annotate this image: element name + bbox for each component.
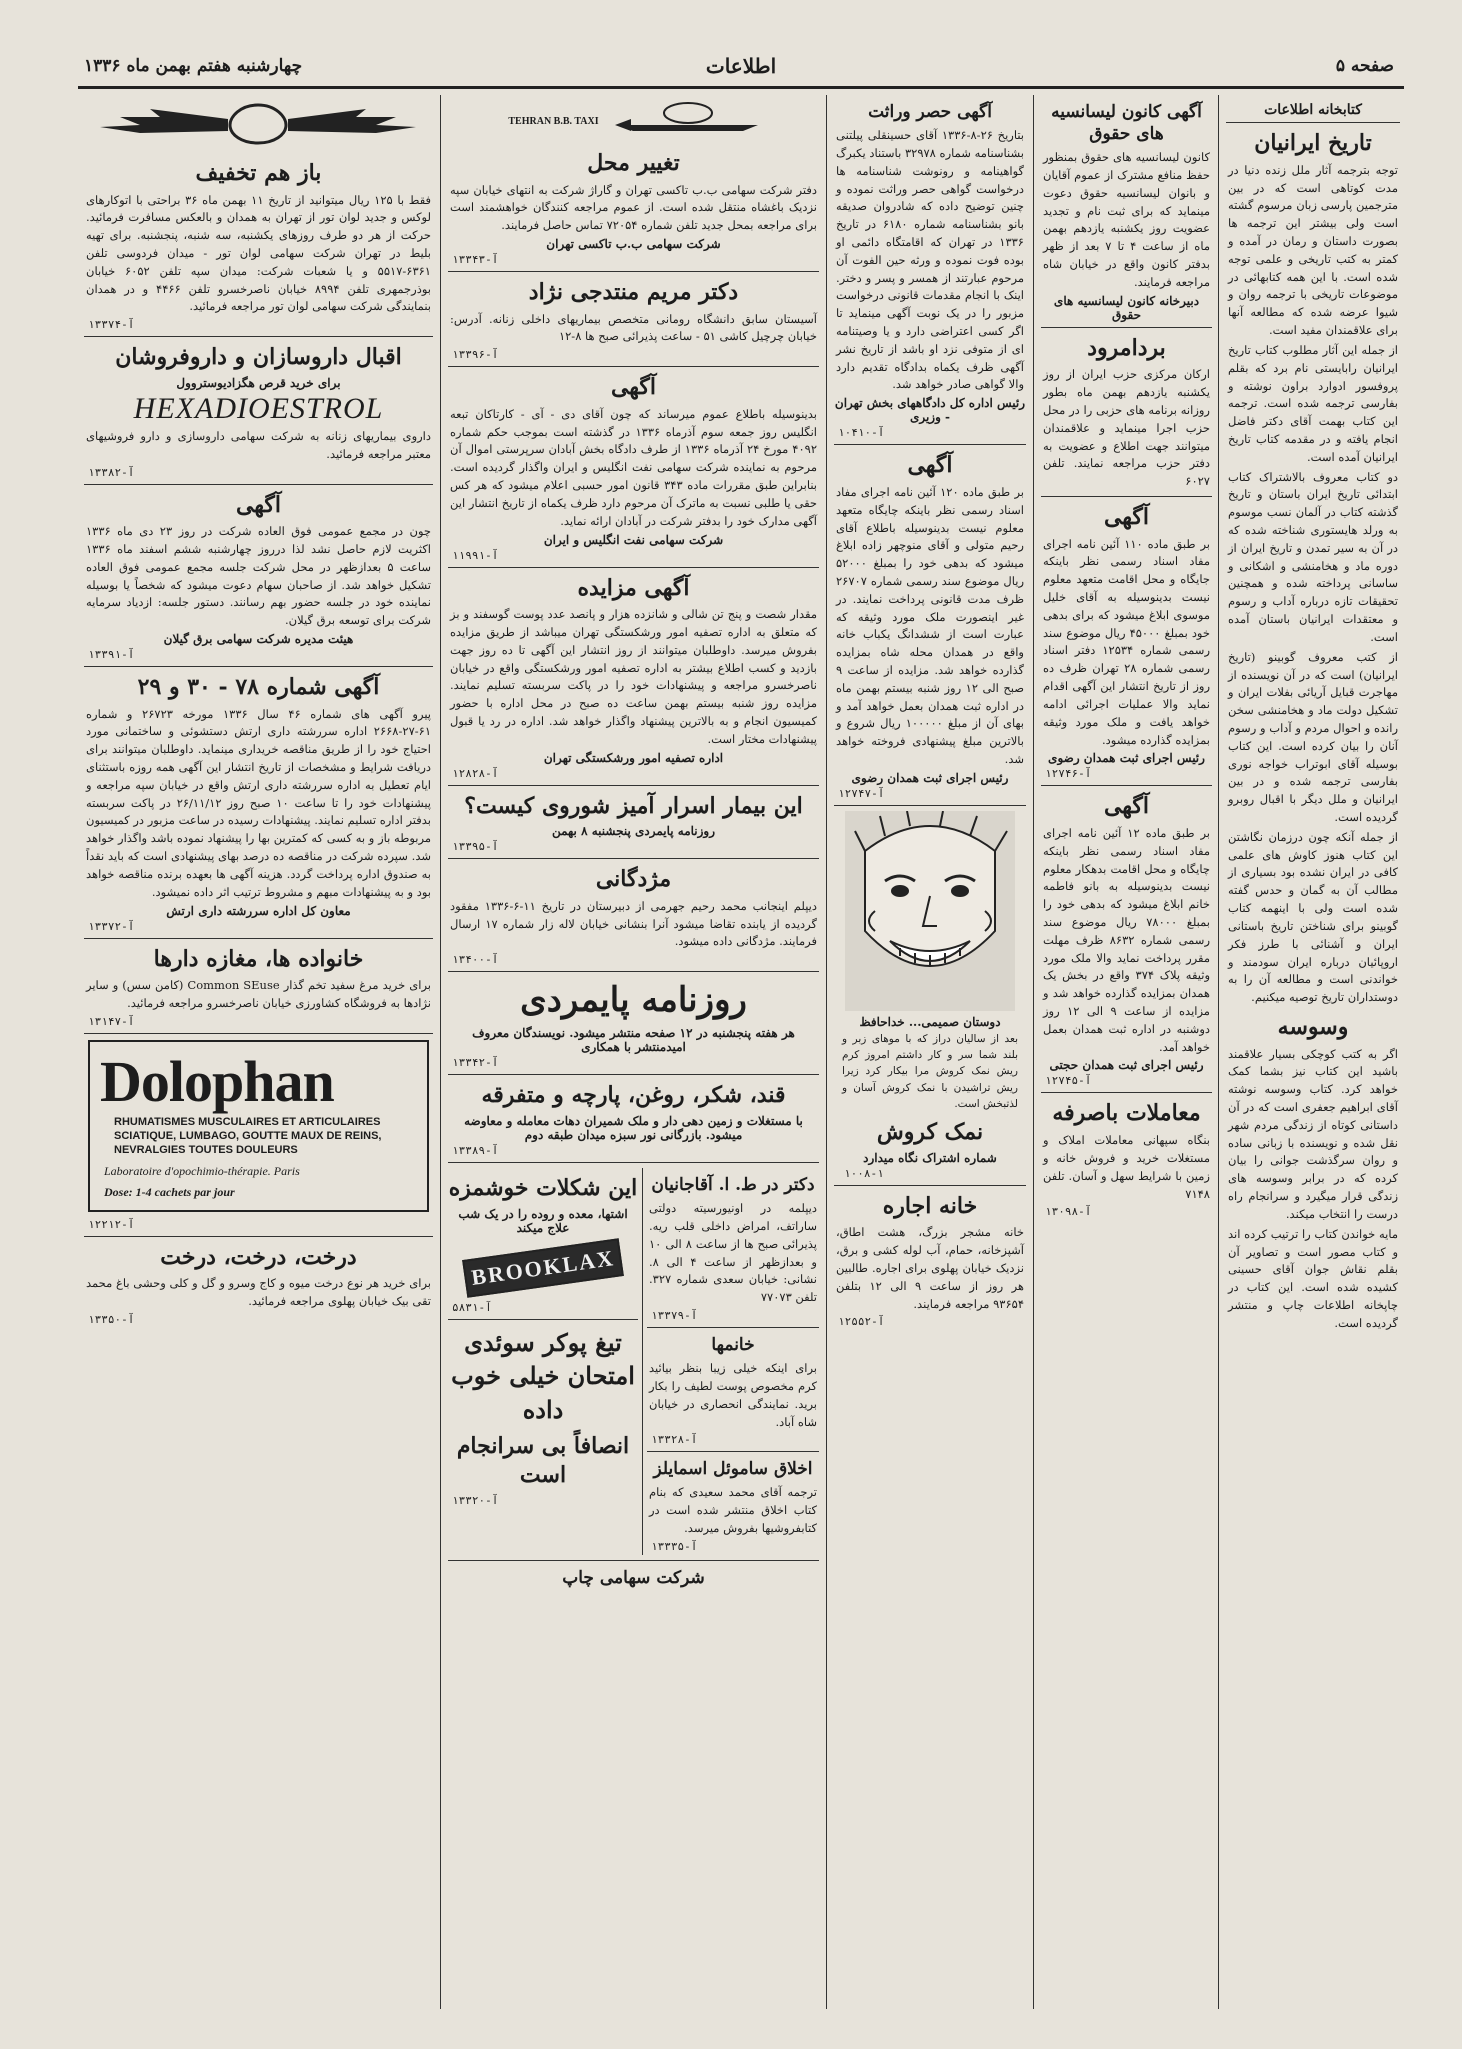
ad-reference: ۱۰۰۸-۱ bbox=[844, 1166, 884, 1180]
chocolate-package bbox=[462, 1238, 624, 1298]
ad-reference: آ-۱۲۵۵۲ bbox=[838, 1315, 885, 1329]
ad-title: خانمها bbox=[711, 1335, 755, 1355]
ad-signature: رئیس اجرای ثبت همدان حجتی bbox=[1049, 1058, 1204, 1073]
ad-text: برای خرید هر نوع درخت میوه و کاج وسرو و گل و کلی وحشی باغ محمد تقی بیک خیابان پهلوی مراجعه فرمائید. bbox=[86, 1276, 431, 1309]
article-paragraph: از جمله این آثار مطلوب کتاب تاریخ ایرانیان رابایستی نام برد که بقلم پروفسور ادوارد براون نوشته و بفارسی ترجمه شده است. ترجمه این کتاب بهمت آقای دکتر فاضل انجام یافته و در مقدمه کتاب تاریخ ایرانیان آمده است. bbox=[1228, 342, 1398, 464]
ad-text: بر طبق ماده ۱۲۰ آئین نامه اجرای مفاد اسناد رسمی نظر باینکه چایگاه متعهد معلوم نیست بدینوسیله باطلاع آقای رحیم متولی و آقای منوچهر زاده ابلاغ میشود که بدهی خود را بمبلغ ۵۲۰۰۰ ریال موضوع سند رسمی شماره ۲۶۷۰۷ ظرف مدت قانونی پرداخت نمایند. در غیر اینصورت ملک مورد وثیقه که عبارت است از ششدانگ یکباب خانه واقع در همدان محله شاه بمزایده گذارده خواهد شد. مزایده از ساعت ۹ صبح الی ۱۲ روز شنبه بیستم بهمن ماه در اداره ثبت همدان بعمل خواهد آمد و بهای آن از مبلغ ۱۰۰۰۰۰ ریال شروع و بالاترین مبلغ پیشنهادی فروخته خواهد شد. bbox=[836, 484, 1025, 767]
column-rule bbox=[1218, 95, 1219, 2009]
section-title: کتابخانه اطلاعات bbox=[1226, 101, 1400, 123]
ad-signature: رئیس اجرای ثبت همدان رضوی bbox=[1048, 751, 1205, 766]
article-paragraph: مایه خواندن کتاب را ترتیب کرده اند و کتاب مصور است و تصاویر آن بقلم نقاش جوان آقای حسینی کشیده شده است. این کتاب در چاپخانه اطلاعات چاپ و منتشر گردیده است. bbox=[1228, 1226, 1398, 1330]
ad-title: معاملات باصرفه bbox=[1052, 1100, 1201, 1127]
dolophan-ad bbox=[88, 1040, 429, 1212]
hexadioestrol-brand: HEXADIOESTROL bbox=[133, 391, 384, 425]
ad-title: بردامرود bbox=[1087, 334, 1166, 361]
ad-reference: آ-۱۳۳۲۰ bbox=[452, 1493, 499, 1507]
ad-signature: شرکت سهامی نفت انگلیس و ایران bbox=[543, 532, 724, 547]
article-paragraph: از کتب معروف گوبینو (تاریخ ایرانیان) است که در آن نویسنده از مهاجرت قبایل آریائی بفلات ایران و تشکیل دولت ماد و هخامنشی سخن رانده و احوال مردم و آداب و رسوم آنان را بیان کرده است. این کتاب بوسیله آقای ابوتراب خواجه نوری بفارسی ترجمه شده و در بین ایرانیان و ملل دیگر با اقبال روبرو گردیده است. bbox=[1228, 649, 1398, 825]
column-notices-2 bbox=[1037, 95, 1216, 2009]
column-library bbox=[1222, 95, 1404, 2009]
ad-title: درخت، درخت، درخت bbox=[160, 1243, 357, 1270]
taxi-logo-row bbox=[444, 99, 823, 143]
ad-reference: آ-۱۳۳۹۱ bbox=[88, 647, 135, 661]
ad-title: آگهی کانون لیسانسیه های حقوق bbox=[1051, 102, 1202, 145]
ad-title: اخلاق ساموئل اسمایلز bbox=[653, 1459, 813, 1480]
ad-signature: دبیرخانه کانون لیسانسیه های حقوق bbox=[1053, 293, 1200, 322]
ad-title: آگهی bbox=[235, 491, 282, 518]
page-number: صفحه ۵ bbox=[1335, 56, 1394, 76]
ad-reference: آ-۱۲۷۴۵ bbox=[1045, 1074, 1092, 1088]
dolophan-laboratory: Laboratoire d'opochimio-thérapie. Paris bbox=[104, 1163, 300, 1178]
ad-reference: آ-۱۳۳۳۵ bbox=[651, 1539, 698, 1553]
ad-reference: آ-۵۸۳۱ bbox=[452, 1300, 492, 1314]
ad-text: دیپلم اینجانب محمد رحیم جهرمی از دبیرستان در تاریخ ۱۱-۶-۱۳۳۶ مفقود گردیده از یابنده تقاضا میشود آنرا بنشانی خیابان لاله زار شماره ۱۷ ارسال فرمایند. مژدگانی داده میشود. bbox=[450, 898, 817, 949]
column-rule bbox=[826, 95, 827, 2009]
ad-subtitle: برای خرید قرص هگزادیوستروول bbox=[176, 375, 341, 390]
column-notices-3 bbox=[830, 95, 1030, 2009]
ad-text: خانه مشجر بزرگ، هشت اطاق، آشپزخانه، حمام، آب لوله کشی و برق، نزدیک خیابان پهلوی برای اجاره. طالبین هر روز از ساعت ۹ الی ۱۲ بتلفن ۹۳۶۵۴ مراجعه فرمایند. bbox=[836, 1225, 1024, 1311]
ad-subtitle: روزنامه پایمردی پنجشنبه ۸ بهمن bbox=[551, 824, 716, 839]
printer-credit: شرکت سهامی چاپ bbox=[562, 1567, 705, 1588]
lower-right-ads bbox=[642, 1168, 823, 1555]
ad-reference: آ-۱۲۷۴۷ bbox=[838, 786, 885, 800]
ad-title: آگهی bbox=[1103, 503, 1150, 530]
ad-title: دکتر در ط. ا. آقاجانیان bbox=[651, 1175, 815, 1196]
ad-text: بدینوسیله باطلاع عموم میرساند که چون آقای دی - آی - کارتاکان تبعه انگلیس روز جمعه سوم آذرماه ۱۳۳۶ در گذشته است بموجب حکم شماره ۴۰۹۲ مورخ ۲۴ آذرماه ۱۳۳۶ از طرف دادگاه بخش آبادان سرپرستی اموال آن مرحوم به نماینده شرکت سهامی نفت انگلیس و ایران واگذار گردیده است. بنابراین طبق مقررات ماده ۳۴۳ قانون امور حسبی اعلام میشود که هر کس حقی یا طلبی نسبت به ماترک آن مرحوم دارد ظرف یکماه از تاریخ انتشار این آگهی مدارک خود را بدفتر شرکت در آبادان ارائه نماید. bbox=[450, 406, 818, 528]
ad-reference: آ-۱۲۷۴۶ bbox=[1045, 767, 1092, 781]
ad-reference: آ-۱۳۰۹۸ bbox=[1045, 1205, 1092, 1219]
ad-reference: آ-۱۰۴۱۰ bbox=[838, 426, 885, 440]
ad-text: آسیستان سابق دانشگاه رومانی متخصص بیماریهای داخلی زنانه. آدرس: خیابان چرچیل کاشی ۵۱ - ساعت پذیرائی صبح ها ۸-۱۲ bbox=[450, 311, 817, 344]
chocolate-ad-title: این شکلات خوشمزه bbox=[448, 1175, 638, 1202]
ad-title: دکتر مریم منتدجی نژاد bbox=[528, 279, 739, 306]
chocolate-ad-subtitle: اشتها، معده و روده را در یک شب علاج میکند bbox=[458, 1206, 628, 1235]
column-rule bbox=[1033, 95, 1034, 2009]
ad-title: باز هم تخفیف bbox=[195, 160, 322, 186]
issue-date: چهارشنبه هفتم بهمن ماه ۱۳۳۶ bbox=[84, 56, 303, 76]
ad-title: آگهی bbox=[907, 452, 953, 479]
winged-logo-icon bbox=[80, 95, 437, 153]
ad-title: این بیمار اسرار آمیز شوروی کیست؟ bbox=[464, 792, 803, 819]
ad-text: پیرو آگهی های شماره ۴۶ سال ۱۳۳۶ مورخه ۲۶۷۲۳ و شماره ۶۱-۲۷-۲۶۶۸ اداره سررشته داری ارتش دستشوئی و ساختمانی مورد احتیاج خود را از طریق مناقصه خریداری مینماید. داوطلبان میتوانند برای دریافت شرایط و مشخصات از تاریخ انتشار این آگهی همه روزه باستثنای ایام تعطیل به اداره سررشته داری ارتش واقع در خیابان سپه مراجعه و پیشنهادات خود را تا ساعت ۱۰ صبح روز ۲۶/۱۱/۱۲ در پاکت سربسته بدفتر اداره تسلیم نمایند. پیشنهادات رسیده در ساعت مزبور در کمیسیون مربوطه باز و به کسی که کمترین بها را پیشنهاد نموده باشد واگذار خواهد شد. سپرده شرکت در مناقصه ده درصد بهای پیشنهادی است که باید نقداً به صندوق اداره پرداخت گردد. هزینه آگهی ها بعهده برنده مناقصه خواهد بود و به پیشنهادات مبهم و مشروط ترتیب اثر داده نمیشود. bbox=[86, 706, 432, 899]
article-paragraph: توجه بترجمه آثار ملل زنده دنیا در مدت کوتاهی است که در بین مترجمین پارسی زبان مرسوم گشته است ولی بیشتر این ترجمه ها بصورت داستان و رمان در آمده و کمتر به کتب تاریخی و علمی توجه شده است. با این همه کتابهائی در موضوعات تاریخی با ترجمه روان و شیوا عرضه شده که مطالعه آنها برای علاقمندان مفید است. bbox=[1228, 162, 1398, 338]
ad-text: چون در مجمع عمومی فوق العاده شرکت در روز ۲۳ دی ماه ۱۳۳۶ اکثریت لازم حاصل نشد لذا درروز چهارشنبه ششم اسفند ماه ۱۳۳۶ ساعت ۵ بعدازظهر در محل شرکت جلسه مجمع عمومی فوق العاده تشکیل خواهد شد. از صاحبان سهام دعوت میشود که شخصاً یا بوسیله نماینده خود در جلسه حضور بهم رسانند. دستور جلسه: ازدیاد سرمایه شرکت برای توسعه برق گیلان. bbox=[86, 524, 431, 628]
ad-title: تغییر محل bbox=[587, 150, 680, 176]
article-paragraph: از جمله آنکه چون درزمان نگاشتن این کتاب هنوز کاوش های علمی کافی در ایران نشده بود بسیاری از مطالب آن به گمان و حدس گفته شده است ولی با اینهمه کتاب گوبینو برای شناختن تاریخ باستانی ایران و آشنائی با طرز فکر اروپائیان درباره ایران سودمند و خواندنی است و مطالعه آن را به دوستداران تاریخ توصیه میکنیم. bbox=[1228, 829, 1398, 1005]
shaving-ad-text: بعد از سالیان دراز که با موهای زبر و بلند شما سر و کار داشتم امروز کرم ریش نمک کروش مرا بیکار کرد زیرا ریش تراشیدن با نمک کروش آسان و لذتبخش است. bbox=[842, 1032, 1018, 1110]
ad-text: هر هفته پنجشنبه در ۱۲ صفحه منتشر میشود. نویسندگان معروف امیدمنتشر با همکاری bbox=[472, 1026, 795, 1055]
ad-signature: رئیس اجرای ثبت همدان رضوی bbox=[851, 770, 1009, 785]
ad-text: ترجمه آقای محمد سعیدی که بنام کتاب اخلاق منتشر شده است در کتابفروشیها بفروش میرسد. bbox=[649, 1485, 817, 1536]
ad-title: آگهی مزایده bbox=[577, 574, 690, 601]
ad-reference: آ-۱۳۳۹۵ bbox=[452, 840, 499, 854]
ad-reference: آ-۱۳۳۴۲ bbox=[452, 1056, 499, 1070]
ad-text: ارکان مرکزی حزب ایران از روز یکشنبه یازدهم بهمن ماه بطور روزانه برنامه های حزبی را در محل حزب اجرا مینماید و علاقمندان میتوانند جهت اطلاع و عضویت به دفتر حزب مراجعه نمایند. تلفن ۶۰۲۷ bbox=[1043, 367, 1210, 489]
ad-reference: آ-۱۳۳۸۹ bbox=[452, 1144, 499, 1158]
ad-title: مژدگانی bbox=[595, 866, 672, 893]
ad-text: مقدار شصت و پنج تن شالی و شانزده هزار و پانصد عدد پوست گوسفند و بز که متعلق به اداره تصفیه امور ورشکستگی تهران میباشد از طریق مزایده بفروش میرسد. داوطلبان میتوانند از روز انتشار این آگهی تا ده روز جهت بازدید و کسب اطلاع بیشتر به اداره تصفیه امور ورشکستگی واقع در خیابان ناصرخسرو مراجعه و پیشنهادات خود را در پاکت سربسته تسلیم نمایند. مزایده روز شنبه بیستم بهمن ساعت ده صبح در محل اداره با حضور کمیسیون انجام و به بالاترین پیشنهاد واگذار خواهد شد. اداره در رد یا قبول پیشنهادات مختار است. bbox=[450, 607, 817, 746]
ad-reference: آ-۱۳۳۸۲ bbox=[88, 465, 135, 479]
ad-text: برای اینکه خیلی زیبا بنظر بیائید کرم مخصوص پوست لطیف را بکار برید. نمایندگی انحصاری در خیابان شاه آباد. bbox=[649, 1361, 817, 1429]
ad-reference: آ-۱۳۳۴۳ bbox=[452, 253, 499, 267]
column-ads-4 bbox=[444, 95, 823, 2009]
shaving-ad bbox=[836, 811, 1024, 1180]
dolophan-indications: RHUMATISMES MUSCULAIRES ET ARTICULAIRES SCIATIQUE, LUMBAGO, GOUTTE MAUX DE REINS, NEVRALGIES TOUTES DOULEURS bbox=[114, 1115, 382, 1157]
ad-title: آگهی حصر وراثت bbox=[868, 102, 992, 122]
ad-reference: آ-۱۲۲۱۲ bbox=[88, 1217, 135, 1231]
ad-title: آگهی شماره ۷۸ - ۳۰ و ۲۹ bbox=[137, 673, 380, 700]
lower-ads-row bbox=[444, 1168, 823, 1555]
ad-text: بر طبق ماده ۱۱۰ آئین نامه اجرای مفاد اسناد رسمی نظر باینکه جایگاه و محل اقامت متعهد معلوم نیست بدینوسیله به آقای خلیل موسوی ابلاغ میشود که برای بدهی خود بمبلغ ۴۵۰۰۰ ریال موضوع سند رسمی شماره ۱۲۵۳۴ دفتر اسناد رسمی شماره ۲۸ تهران ظرف ده روز از تاریخ انتشار این آگهی اقدام نماید والا عملیات اجرائی ادامه خواهد یافت و ملک مورد وثیقه بمزایده گذارده میشود. bbox=[1043, 536, 1210, 747]
ad-text: با مستغلات و زمین دهی دار و ملک شمیران دهات معامله و معاوضه میشود. بازرگانی نور سبزه میدان طبقه دوم bbox=[464, 1114, 803, 1143]
ad-text: بتاریخ ۲۶-۸-۱۳۳۶ آقای حسینقلی پیلتنی بشناسنامه شماره ۳۲۹۷۸ باستناد یکبرگ گواهینامه و رونوشت شناسنامه ها درخواست گواهی حصر وراثت نموده و چنین توضیح داده که شادروان صدیقه بانو بشناسنامه شماره ۶۱۸۰ در تاریخ ۱۳۳۶ در تهران که اقامتگاه دائمی او بوده فوت نموده و ورثه حین الفوت آن مرحوم عبارتند از همسر و پسر و دختر. اینک با انجام مقدمات قانونی درخواست مزبور را در یک نوبت آگهی مینماید تا اگر کسی اعتراضی دارد و یا وصیتنامه ای از متوفی نزد او باشد از تاریخ نشر آگهی ظرف یکماه بدادگاه تقدیم دارد والا گواهی صادر خواهد شد. bbox=[836, 128, 1024, 392]
ad-reference: آ-۱۳۳۹۶ bbox=[452, 348, 499, 362]
column-ads-5 bbox=[80, 95, 437, 2009]
ad-reference: آ-۱۳۳۷۲ bbox=[88, 919, 135, 933]
chocolate-brand: BROOKLAX bbox=[469, 1244, 617, 1290]
taxi-logo-text: TEHRAN B.B. TAXI bbox=[508, 115, 599, 127]
shaving-ad-brand: نمک کروش bbox=[876, 1119, 984, 1146]
masthead bbox=[78, 52, 1404, 89]
smiling-face-illustration bbox=[845, 811, 1015, 1011]
razor-ad-title: تیغ پوکر سوئدی امتحان خیلی خوب داده bbox=[451, 1327, 635, 1424]
article-title: وسوسه bbox=[1277, 1013, 1349, 1040]
ad-title: قند، شکر، روغن، پارچه و متفرقه bbox=[481, 1082, 786, 1109]
ad-title: آگهی bbox=[610, 374, 657, 401]
ad-signature: رئیس اداره کل دادگاههای بخش تهران - وزیری bbox=[834, 396, 1026, 425]
ad-title: خانواده ها، مغازه دارها bbox=[153, 945, 364, 972]
column-rule bbox=[440, 95, 441, 2009]
ad-text: فقط با ۱۲۵ ریال میتوانید از تاریخ ۱۱ بهمن ماه ۳۶ براحتی با اتوکارهای لوکس و جدید لوان تور از تهران به همدان و بالعکس مسافرت فرمائید. حرکت از هر دو طرف روزهای یکشنبه، سه شنبه، پنجشنبه. برای تهیه بلیط در تهران شرکت سهامی لوان تور - میدان فردوسی تلفن ۶۳۶۱-۵۵۱۷ و یا شعبات شرکت: میدان سپه تلفن ۶۰۵۲ خیابان بوذرجمهری تلفن ۸۹۹۴ خیابان ناصرخسرو تلفن ۴۴۶۶ و در همدان بنمایندگی شرکت سهامی لوان تور مراجعه فرمائید. bbox=[86, 192, 432, 314]
shaving-ad-caption: دوستان صمیمی... خداحافظ bbox=[859, 1014, 1001, 1029]
ad-reference: آ-۱۳۱۴۷ bbox=[88, 1014, 135, 1028]
ad-text: برای خرید مرغ سفید تخم گذار Common SEuse (کامن سس) و سایر نژادها به فروشگاه کشاورزی خیابان ناصرخسرو مراجعه فرمائید. bbox=[86, 978, 432, 1010]
ad-title: اقبال داروسازان و داروفروشان bbox=[115, 344, 402, 371]
ad-title: روزنامه پایمردی bbox=[520, 980, 747, 1021]
ad-signature: معاون کل اداره سررشته داری ارتش bbox=[166, 903, 351, 918]
ad-text: داروی بیماریهای زنانه به شرکت سهامی داروسازی و دارو فروشیهای معتبر مراجعه فرمائید. bbox=[86, 428, 431, 461]
ad-reference: آ-۱۳۳۷۹ bbox=[651, 1309, 698, 1322]
razor-ad-subtitle: انصافاً بی سرانجام است bbox=[456, 1433, 630, 1488]
ad-reference: آ-۱۳۳۷۴ bbox=[88, 318, 135, 332]
ad-title: خانه اجاره bbox=[882, 1192, 978, 1219]
ad-text: بر طبق ماده ۱۲ آئین نامه اجرای مفاد اسناد رسمی نظر باینکه چایگاه و محل اقامت بدهکار معلوم نیست بدینوسیله به بانو فاطمه خانم ابلاغ میشود که بدهی خود را بمبلغ ۷۸۰۰۰ ریال موضوع سند رسمی شماره ۸۶۳۲ ظرف مهلت مقرر پرداخت نماید والا ملک مورد وثیقه پلاک ۳۷۴ واقع در بخش یک همدان بمزایده گذارده خواهد شد و مزایده از ساعت ۹ الی ۱۲ روز دوشنبه در اداره ثبت همدان بعمل خواهد آمد. bbox=[1043, 825, 1210, 1054]
article-title: تاریخ ایرانیان bbox=[1254, 130, 1372, 157]
article-paragraph: دو کتاب معروف بالاشتراک کتاب ابتدائی تاریخ ایران باستان و تاریخ گذشته کتاب در آلمان نسب موسوم به ورلد هایستوری شناخته شده که در آن به سیر تمدن و تاریخ ایران از دوره ماد و هخامنشی و اشکانی و ساسانی پرداخته شده و همچنین تحقیقات تازه درباره آداب و رسوم و معتقدات ایرانیان باستان آمده است. bbox=[1228, 469, 1398, 644]
ad-text: کانون لیسانسیه های حقوق بمنظور حفظ منافع مشترک از عموم آقایان و بانوان لیسانسیه حقوق دعوت مینماید که برای ثبت نام و تجدید عضویت روز یکشنبه یازدهم بهمن ماه از ساعت ۴ تا ۷ بعد از ظهر بدفتر کانون واقع در خیابان شاه مراجعه فرمایند. bbox=[1043, 150, 1210, 289]
ad-reference: آ-۱۳۴۰۰ bbox=[452, 953, 499, 967]
article-paragraph: اگر به کتب کوچکی بسیار علاقمند باشید این کتاب نیز بشما کمک خواهد کرد. کتاب وسوسه نوشته آقای ابراهیم جعفری است که در آن داستانی کوتاه از زندگی مردم شهر نقل شده و نویسنده با زبانی ساده و روان سرگذشت جوانی را بیان کرده که در برابر وسوسه های زندگی قرار میگیرد و سرانجام راه درست را انتخاب میکند. bbox=[1228, 1046, 1398, 1221]
dolophan-brand: Dolophan bbox=[100, 1048, 334, 1114]
ad-reference: آ-۱۱۹۹۱ bbox=[452, 548, 499, 562]
ad-signature: هیئت مدیره شرکت سهامی برق گیلان bbox=[163, 631, 354, 646]
ad-text: بنگاه سپهانی معاملات املاک و مستغلات خرید و فروش خانه و زمین با شرایط سهل و آسان. تلفن ۷۱۴۸ bbox=[1043, 1133, 1210, 1201]
taxi-logo-icon bbox=[613, 99, 763, 143]
ad-reference: آ-۱۳۳۲۸ bbox=[651, 1433, 698, 1447]
ad-signature: شرکت سهامی ب.ب تاکسی تهران bbox=[546, 237, 721, 252]
ad-text: دیپلمه در اونیورسیته دولتی ساراتف، امراض داخلی قلب ریه. پذیرائی صبح ها از ساعت ۸ الی ۱۰ و بعدازظهر از ساعت ۴ الی ۸. نشانی: خیابان سعدی شماره ۳۲۷. تلفن ۷۷۰۷۳ bbox=[649, 1201, 817, 1305]
ad-reference: آ-۱۳۳۵۰ bbox=[88, 1312, 135, 1326]
ad-signature: اداره تصفیه امور ورشکستگی تهران bbox=[543, 750, 724, 765]
ad-reference: آ-۱۲۸۲۸ bbox=[452, 766, 499, 780]
dolophan-dose: Dose: 1-4 cachets par jour bbox=[104, 1184, 235, 1199]
ad-title: آگهی bbox=[1103, 793, 1150, 820]
ad-text: دفتر شرکت سهامی ب.ب تاکسی تهران و گاراژ شرکت به انتهای خیابان سپه نزدیک باغشاه منتقل شده است. از عموم مراجعه کنندگان خواهشمند است برای مراجعه بمحل جدید تلفن شماره ۷۲۰۵۴ تماس حاصل فرمایند. bbox=[450, 182, 817, 233]
shaving-ad-subtitle: شماره اشتراک نگاه میدارد bbox=[863, 1150, 997, 1165]
paper-name: اطلاعات bbox=[705, 54, 777, 78]
lower-left-ads bbox=[444, 1168, 642, 1555]
